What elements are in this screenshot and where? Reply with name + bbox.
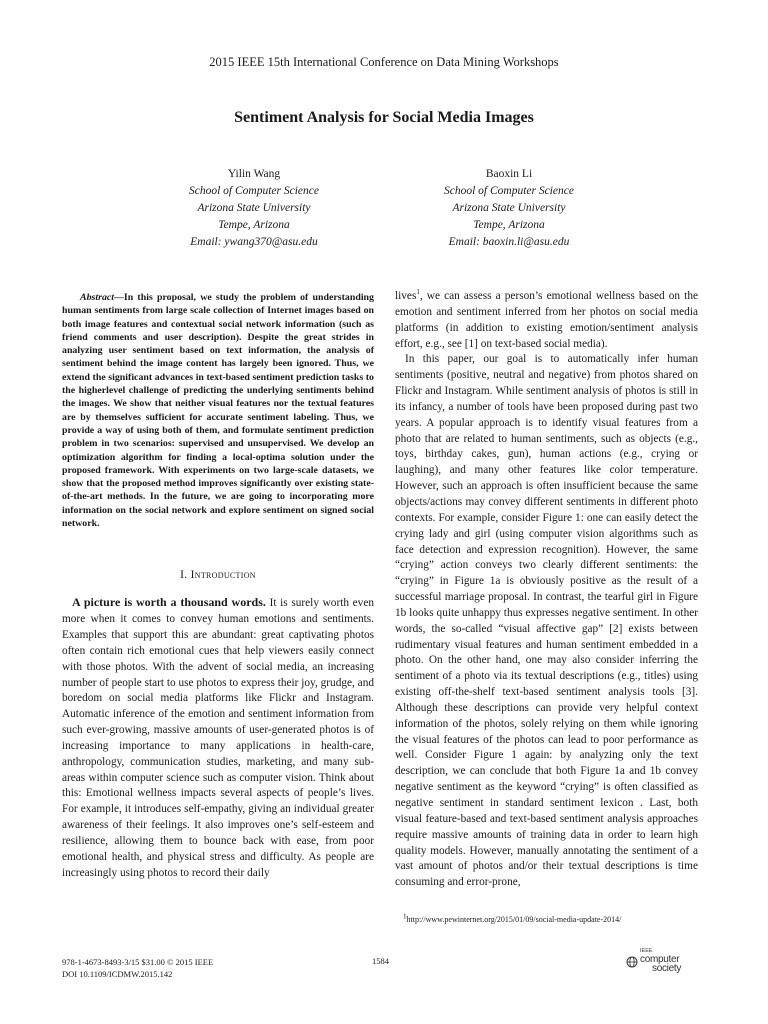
author-department: School of Computer Science [444,185,574,197]
conference-header: 2015 IEEE 15th International Conference on Data Mining Workshops [209,55,559,69]
globe-icon [626,956,638,968]
footnote-url: http://www.pewinternet.org/2015/01/09/social-media-update-2014/ [406,915,622,924]
footnote-ref: 1 [416,288,420,297]
intro-lead-sentence: A picture is worth a thousand words. [72,595,266,610]
author-department: School of Computer Science [189,185,319,197]
logo-line-2: society [652,963,682,974]
page-number: 1584 [372,956,389,966]
isbn-line: 978-1-4673-8493-3/15 $31.00 © 2015 IEEE [62,957,214,967]
right-column [395,289,698,891]
author-university: Arizona State University [197,202,311,214]
section-number: I. [180,569,188,582]
computer-society-logo [622,948,692,978]
footnote-mark: 1 [403,912,407,921]
author-city: Tempe, Arizona [218,219,290,231]
logo-ieee: IEEE [640,948,653,954]
author-email: Email: baoxin.li@asu.edu [448,236,570,248]
paper-title: Sentiment Analysis for Social Media Images [234,109,534,126]
author-block-1 [124,166,384,251]
author-name: Yilin Wang [227,168,281,180]
intro-paragraph [62,595,374,881]
author-university: Arizona State University [452,202,566,214]
section-heading [62,569,374,581]
abstract [62,291,374,530]
author-email: Email: ywang370@asu.edu [190,236,318,248]
footer-identifiers [62,956,213,980]
section-title: Introduction [190,569,256,582]
paragraph-continued [395,289,698,352]
left-column [62,291,374,882]
logo-line-1: computer [640,954,680,965]
intro-text: It is surely worth even more when it comes to convey human emotions and sentiments. Examples that support this are abundant: great captivating photos often contain rich emotional cues that help viewers easily connect with those photos. With the advent of social media, an increasing number of people start to use photos to express their joy, grudge, and boredom on social media platforms like Flickr and Instagram. Automatic inference of the emotion and sentiment information from such ever-growing, massive amounts of user-generated photos is of increasing importance to many applications in health-care, anthropology, communication studies, marketing, and many sub-areas within computer science such as computer vision. Think about this: Emotional wellness impacts several aspects of people’s lives. For example, it introduces self-empathy, giving an individual greater awareness of their feelings. It also improves one’s self-esteem and resilience, allowing them to bounce back with ease, from poor emotional health, and physical stress and difficulty. As people are increasingly using photos to record their daily [62,597,374,879]
paragraph-text: , we can assess a person’s emotional wellness based on the emotion and sentiment inferred from her photos on social media platforms (in addition to existing emotion/sentiment analysis effort, e.g., see [1] on text-based social media). [395,290,698,350]
author-name: Baoxin Li [485,168,533,180]
paragraph-goal: In this paper, our goal is to automatically infer human sentiments (positive, neutral and negative) from photos shared on Flickr and Instagram. While sentiment analysis of photos is still in its infancy, a number of tools have been proposed during past two years. A popular approach is to identify visual features from a photo that are related to human sentiments, such as objects (e.g., toys, birthday cakes, gun), human actions (e.g., crying or laughing), and many other features like color temperature. However, such an approach is often insufficient because the same objects/actions may convey different sentiments in different photo contexts. For example, consider Figure 1: one can easily detect the crying lady and girl (using computer vision algorithms such as face detection and expression recognition). However, the same “crying” action conveys two clearly different sentiments: the “crying” in Figure 1a is obviously positive as the result of a successful marriage proposal. In contrast, the tearful girl in Figure 1b looks quite unhappy thus expresses negative sentiment. In other words, the so-called “visual affective gap” [2] exists between rudimentary visual features and human sentiment embedded in a photo. On the other hand, one may also consider inferring the sentiment of a photo via its textual descriptions (e.g., titles) using existing off-the-shelf text-based sentiment analysis tools [3]. Although these descriptions can provide very helpful context information of the photos, solely relying on them while ignoring the visual features of the photos can lead to poor performance as well. Consider Figure 1 again: by analyzing only the text description, we can conclude that both Figure 1a and 1b convey negative sentiment as the keyword “crying” is often classified as negative sentiment in standard sentiment lexicon . Last, both visual feature-based and text-based sentiment analysis approaches require massive amounts of training data in order to learn high quality models. However, manually annotating the sentiment of a vast amount of photos and/or their textual descriptions is time consuming and error-prone, [395,353,698,889]
author-city: Tempe, Arizona [473,219,545,231]
paragraph-start: lives [395,290,417,302]
abstract-text: —In this proposal, we study the problem of understanding human sentiments from large scale collection of Internet images based on both image features and contextual social network information (such as friend comments and user description). Despite the great strides in analyzing user sentiment based on text information, the analysis of sentiment behind the image content has largely been ignored. Thus, we extend the significant advances in text-based sentiment prediction tasks to the higherlevel challenge of predicting the underlying sentiments behind the images. We show that neither visual features nor the textual features are by themselves sufficient for accurate sentiment labeling. Thus, we provide a way of using both of them, and formulate sentiment prediction problem in two scenarios: supervised and unsupervised. We develop an optimization algorithm for finding a local-optima solution under the proposed framework. With experiments on two large-scale datasets, we show that the proposed method improves significantly over existing state-of-the-art methods. In the future, we are going to incorporating more information on the social network and explore sentiment on signed social network. [62,292,374,530]
doi-line: DOI 10.1109/ICDMW.2015.142 [62,969,173,979]
abstract-label: Abstract [80,292,115,303]
footnote [395,912,698,924]
author-block-2 [379,166,639,251]
